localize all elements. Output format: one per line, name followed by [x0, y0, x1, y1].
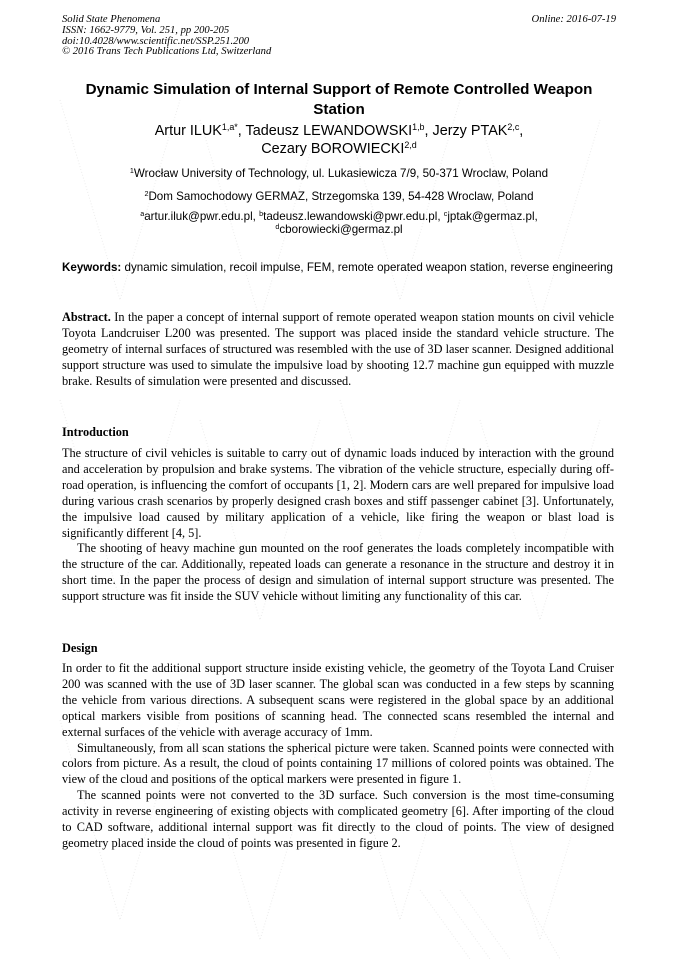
author-name: Cezary BOROWIECKI	[261, 141, 405, 157]
journal-header	[62, 15, 271, 58]
affiliation-sup: 2	[144, 189, 149, 199]
paragraph: The shooting of heavy machine gun mounted on the roof generates the loads completely incompatible with the structure of the car. Additionally, repeated loads can generate a resonance in the structure and destroy it in short time. In the paper the process of design and simulation of internal support structure was presented. The support structure was fit inside the SUV vehicle without limiting any functionality of this car.	[62, 541, 614, 604]
design-body	[62, 661, 614, 852]
email-link[interactable]: artur.iluk@pwr.edu.pl	[144, 210, 253, 223]
affiliation-text: Dom Samochodowy GERMAZ, Strzegomska 139, 54-428 Wroclaw, Poland	[148, 190, 534, 203]
paragraph: The structure of civil vehicles is suitable to carry out of dynamic loads induced by interaction with the ground and acceleration by propulsion and brake systems. The vibration of the vehicle structure, especially during off-road operation, is influencing the comfort of occupants [1, 2]. Modern cars are well prepared for impulsive load during various crash scenarios by properly designed crash boxes and stiff passenger cabinet [3]. Unfortunately, the impulsive load caused by military application of a vehicle, like firing the weapon or blast load is significantly different [4, 5].	[62, 446, 614, 540]
paragraph: The scanned points were not converted to the 3D surface. Such conversion is the most time-consuming activity in reverse engineering of existing objects with complicated geometry [6]. After importing of the cloud to CAD software, additional internal support was fit directly to the cloud of points. The view of designed geometry placed inside the cloud of points was presented in figure 2.	[62, 788, 614, 850]
section-heading-introduction: Introduction	[62, 425, 129, 439]
author-sup: 2,d	[404, 140, 417, 151]
copyright-line: © 2016 Trans Tech Publications Ltd, Switzerland	[62, 46, 272, 58]
email-list: $^a$artur.iluk@pwr.edu.pl, $^b$tadeusz.lewandowski@pwr.edu.pl, $^c$jptak@germaz.pl, $^d$cborowiecki@germaz.pl	[140, 209, 538, 237]
introduction-body	[62, 446, 614, 605]
email-sup: d	[275, 222, 280, 232]
affiliation-text: Wrocław University of Technology, ul. Lukasiewicza 7/9, 50-371 Wroclaw, Poland	[133, 167, 549, 180]
paper-title: Dynamic Simulation of Internal Support of Remote Controlled Weapon Station	[85, 81, 593, 118]
author-name: Artur ILUK	[154, 123, 222, 139]
paragraph: Simultaneously, from all scan stations the spherical picture were taken. Scanned points were connected with colors from picture. As a result, the cloud of points containing 17 millions of colored points was obtained. The view of the cloud and positions of the optical markers were presented in figure 1.	[62, 740, 614, 787]
affiliation-2	[62, 190, 616, 204]
online-date: Online: 2016-07-19	[531, 14, 616, 25]
author-sup: 1,b	[412, 122, 425, 133]
issn-line: ISSN: 1662-9779, Vol. 251, pp 200-205	[62, 24, 230, 36]
email-sup: a	[140, 209, 145, 219]
doi-line: doi:10.4028/www.scientific.net/SSP.251.200	[62, 35, 250, 47]
author-sup: 2,c	[507, 122, 520, 133]
affiliation-1	[62, 167, 616, 181]
journal-name: Solid State Phenomena	[62, 14, 161, 25]
paragraph: In order to fit the additional support structure inside existing vehicle, the geometry of the Toyota Land Cruiser 200 was scanned with the use of 3D laser scanner. The global scan was conducted in a few steps by scanning the vehicle from various directions. A subsequent scans were registered in the global space by an additional optical markers visible from positions of scanning head. The connected scans resembled the internal and external surfaces of the vehicle with average accuracy of 1mm.	[62, 661, 614, 739]
email-link[interactable]: jptak@germaz.pl	[447, 210, 535, 223]
email-sup: c	[443, 209, 448, 219]
author-name: Tadeusz LEWANDOWSKI	[245, 123, 413, 139]
affiliation-sup: 1	[129, 166, 134, 176]
email-link[interactable]: tadeusz.lewandowski@pwr.edu.pl	[263, 210, 438, 223]
author-sup: 1,a*	[221, 122, 238, 133]
keywords-label: Keywords:	[62, 261, 122, 274]
author-name: Jerzy PTAK	[432, 123, 508, 139]
keywords	[62, 261, 614, 275]
abstract-text: In the paper a concept of internal support of remote operated weapon station mounts on civil vehicle Toyota Landcruiser L200 was presented. The support was placed inside the standard vehicle structure. The geometry of internal surfaces of structured was resembled with the use of 3D laser scanner. Designed additional support structure was used to simulate the impulsive load by shooting 12.7 machine gun equipped with muzzle brake. Results of simulation were presented and discussed.	[62, 310, 614, 388]
abstract-label: Abstract.	[62, 310, 111, 324]
keywords-text: dynamic simulation, recoil impulse, FEM, remote operated weapon station, reverse engineering	[121, 261, 613, 274]
section-heading-design: Design	[62, 641, 98, 655]
email-link[interactable]: cborowiecki@germaz.pl	[279, 223, 403, 237]
abstract	[62, 310, 614, 390]
email-sup: b	[259, 209, 264, 219]
author-list: Artur $ILUK^{1,a*}$, Tadeusz LEWANDOWSKI$^{1,b}$, Jerzy PTAK$^{2,c}$, Cezary BOROWIECKI$^{2,d}$	[154, 122, 524, 157]
